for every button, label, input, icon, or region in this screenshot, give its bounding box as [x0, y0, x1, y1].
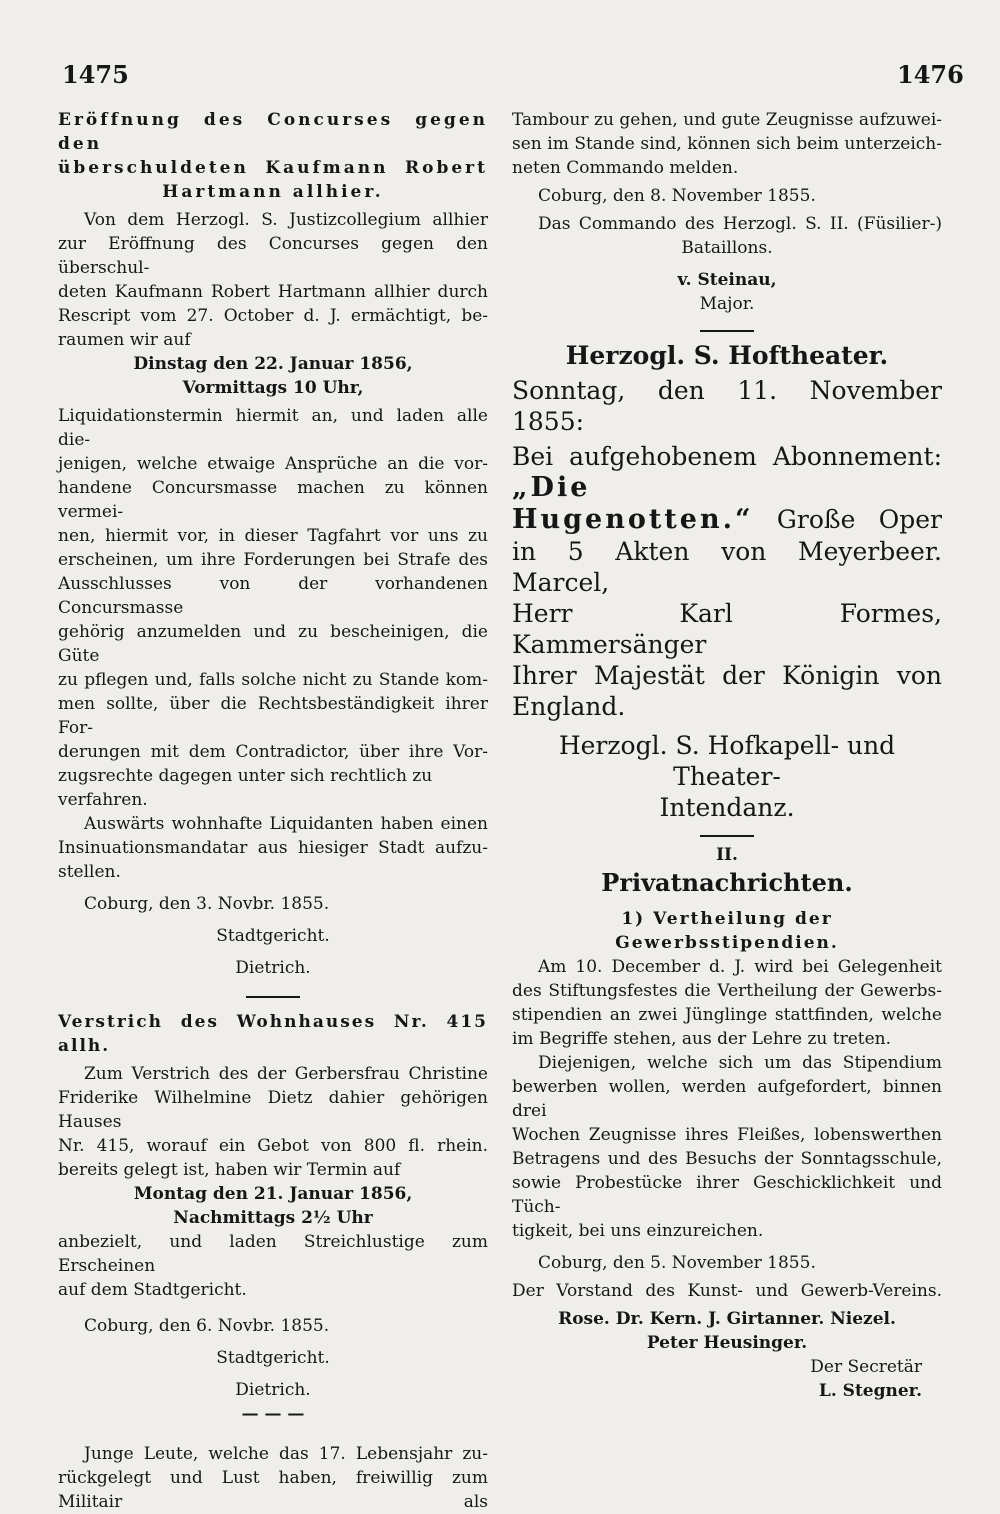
stipend-p1-line: im Begriffe stehen, aus der Lehre zu treten. — [512, 1029, 892, 1049]
concurs-body-line: gehörig anzumelden und zu bescheinigen, die Güte — [58, 622, 488, 666]
concurs-extra-line: Auswärts wohnhafte Liquidanten haben einen — [84, 814, 488, 834]
theatre-intendanz-line: Intendanz. — [659, 793, 795, 822]
stipend-board: Der Vorstand des Kunst- und Gewerb-Vereins. — [512, 1281, 942, 1301]
opera-title: Hugenotten.“ — [512, 504, 754, 535]
stipend-notice — [512, 907, 942, 1403]
concurs-signer: Dietrich. — [235, 958, 311, 978]
house-auction-authority: Stadtgericht. — [216, 1348, 330, 1368]
drummer-body-line: sen im Stande sind, können sich beim unterzeich- — [512, 134, 942, 154]
stipend-p2-line: Wochen Zeugnisse ihres Fleißes, lobenswerthen — [512, 1125, 942, 1145]
theatre-line: England. — [512, 692, 626, 721]
opera-title-open: „Die — [512, 472, 591, 503]
page-number-left: 1475 — [62, 60, 129, 89]
house-auction-body-line: anbezielt, und laden Streichlustige zum Erscheinen — [58, 1232, 488, 1276]
drummer-body-line: Tambour zu gehen, und gute Zeugnisse aufzuwei- — [512, 110, 942, 130]
theatre-line — [512, 441, 942, 504]
concurs-extra-line: stellen. — [58, 862, 121, 882]
drummer-place-date: Coburg, den 8. November 1855. — [538, 186, 816, 206]
drummer-authority-line: Das Commando des Herzogl. S. II. (Füsilier-) — [538, 214, 942, 234]
concurs-intro-line: Von dem Herzogl. S. Justizcollegium allhier — [84, 210, 488, 230]
stipend-p1-line: Am 10. December d. J. wird bei Gelegenheit — [538, 957, 942, 977]
concurs-body-line: Liquidationstermin hiermit an, und laden alle die- — [58, 406, 488, 450]
stipend-members: Rose. Dr. Kern. J. Girtanner. Niezel. — [558, 1309, 896, 1329]
house-auction-intro-line: Nr. 415, worauf ein Gebot von 800 fl. rhein. — [58, 1136, 488, 1156]
theatre-line: in 5 Akten von Meyerbeer. Marcel, — [512, 537, 942, 597]
stipend-p2-line: bewerben wollen, werden aufgefordert, binnen drei — [512, 1077, 942, 1121]
theatre-line — [512, 504, 942, 536]
stipend-p2-line: Diejenigen, welche sich um das Stipendium — [538, 1053, 942, 1073]
page-number-right: 1476 — [897, 60, 964, 89]
drummer-notice-start — [58, 1442, 488, 1514]
concurs-body-line: jenigen, welche etwaige Ansprüche an die vor- — [58, 454, 488, 474]
theatre-line: Herr Karl Formes, Kammersänger — [512, 599, 942, 659]
concurs-intro-line: deten Kaufmann Robert Hartmann allhier durch — [58, 282, 488, 302]
house-auction-date-line: Montag den 21. Januar 1856, — [133, 1184, 413, 1204]
concurs-time-line: Vormittags 10 Uhr, — [182, 378, 364, 398]
theatre-title: Herzogl. S. Hoftheater. — [565, 341, 889, 370]
concurs-intro-line: Rescript vom 27. October d. J. ermächtigt, be- — [58, 306, 488, 326]
separator-rule — [246, 996, 300, 998]
theatre-line-a: Bei aufgehobenem Abonnement: — [512, 442, 942, 471]
concurs-body-line: Ausschlusses von der vorhandenen Concursmasse — [58, 574, 488, 618]
concurs-date-line: Dinstag den 22. Januar 1856, — [133, 354, 413, 374]
concurs-heading-line: überschuldeten Kaufmann Robert — [58, 158, 488, 178]
theatre-line: Ihrer Majestät der Königin von — [512, 661, 942, 690]
drummer-body-line: rückgelegt und Lust haben, freiwillig zum Militair als — [58, 1468, 488, 1512]
stipend-p2-line: Betragens und des Besuchs der Sonntagsschule, — [512, 1149, 942, 1169]
concurs-heading-line: Hartmann allhier. — [162, 182, 384, 202]
house-auction-dash-rule: — — — — [241, 1404, 305, 1424]
concurs-body-line: zu pflegen und, falls solche nicht zu Stande kom- — [58, 670, 488, 690]
concurs-notice — [58, 108, 488, 980]
concurs-body-line: zugsrechte dagegen unter sich rechtlich zu verfahren. — [58, 766, 433, 810]
drummer-rank: Major. — [699, 294, 755, 314]
house-auction-place-date: Coburg, den 6. Novbr. 1855. — [84, 1316, 330, 1336]
drummer-signer: v. Steinau, — [677, 270, 777, 290]
separator-rule — [700, 330, 754, 332]
concurs-body-line: derungen mit dem Contradictor, über ihre Vor- — [58, 742, 488, 762]
stipend-p1-line: des Stiftungsfestes die Vertheilung der Gewerbs- — [512, 981, 942, 1001]
concurs-extra-line: Insinuationsmandatar aus hiesiger Stadt aufzu- — [58, 838, 488, 858]
house-auction-intro-line: Zum Verstrich des der Gerbersfrau Christine — [84, 1064, 488, 1084]
stipend-member2: Peter Heusinger. — [646, 1333, 808, 1353]
concurs-intro-line: raumen wir auf — [58, 330, 191, 350]
drummer-notice-continued — [512, 108, 942, 316]
concurs-body-line: erscheinen, um ihre Forderungen bei Strafe des — [58, 550, 488, 570]
house-auction-body-line: auf dem Stadtgericht. — [58, 1280, 247, 1300]
right-column — [512, 108, 942, 1403]
theatre-intendanz-line: Herzogl. S. Hofkapell- und Theater- — [558, 731, 896, 791]
drummer-authority-line: Bataillons. — [681, 238, 773, 258]
stipend-secretary-title: Der Secretär — [810, 1357, 922, 1377]
stipend-p2-line: sowie Probestücke ihrer Geschicklichkeit und Tüch- — [512, 1173, 942, 1217]
concurs-body-line: handene Concursmasse machen zu können vermei- — [58, 478, 488, 522]
house-auction-intro-line: bereits gelegt ist, haben wir Termin auf — [58, 1160, 401, 1180]
concurs-intro-line: zur Eröffnung des Concurses gegen den überschul- — [58, 234, 488, 278]
stipend-heading: 1) Vertheilung der Gewerbsstipendien. — [615, 909, 839, 953]
concurs-body-line: nen, hiermit vor, in dieser Tagfahrt vor uns zu — [58, 526, 488, 546]
separator-rule — [700, 835, 754, 837]
house-auction-heading: Verstrich des Wohnhauses Nr. 415 allh. — [58, 1012, 488, 1056]
section-title: Privatnachrichten. — [601, 868, 853, 897]
stipend-secretary-name: L. Stegner. — [818, 1381, 922, 1401]
concurs-authority: Stadtgericht. — [216, 926, 330, 946]
house-auction-notice — [58, 1010, 488, 1426]
drummer-body-line: neten Commando melden. — [512, 158, 739, 178]
drummer-body-line: Junge Leute, welche das 17. Lebensjahr zu- — [84, 1444, 488, 1464]
stipend-p2-line: tigkeit, bei uns einzureichen. — [512, 1221, 764, 1241]
concurs-heading-line: Eröffnung des Concurses gegen den — [58, 110, 488, 154]
left-column — [58, 108, 488, 1514]
theatre-line-b: Große Oper — [753, 505, 942, 534]
theatre-announcement — [512, 340, 942, 823]
concurs-place-date: Coburg, den 3. Novbr. 1855. — [84, 894, 330, 914]
concurs-body-line: men sollte, über die Rechtsbeständigkeit ihrer For- — [58, 694, 488, 738]
stipend-place-date: Coburg, den 5. November 1855. — [538, 1253, 816, 1273]
house-auction-time-line: Nachmittags 2½ Uhr — [173, 1208, 373, 1228]
section-numeral: II. — [716, 845, 738, 865]
house-auction-signer: Dietrich. — [235, 1380, 311, 1400]
stipend-p1-line: stipendien an zwei Jünglinge stattfinden, welche — [512, 1005, 942, 1025]
house-auction-intro-line: Friderike Wilhelmine Dietz dahier gehörigen Hauses — [58, 1088, 488, 1132]
theatre-date: Sonntag, den 11. November 1855: — [512, 376, 942, 436]
